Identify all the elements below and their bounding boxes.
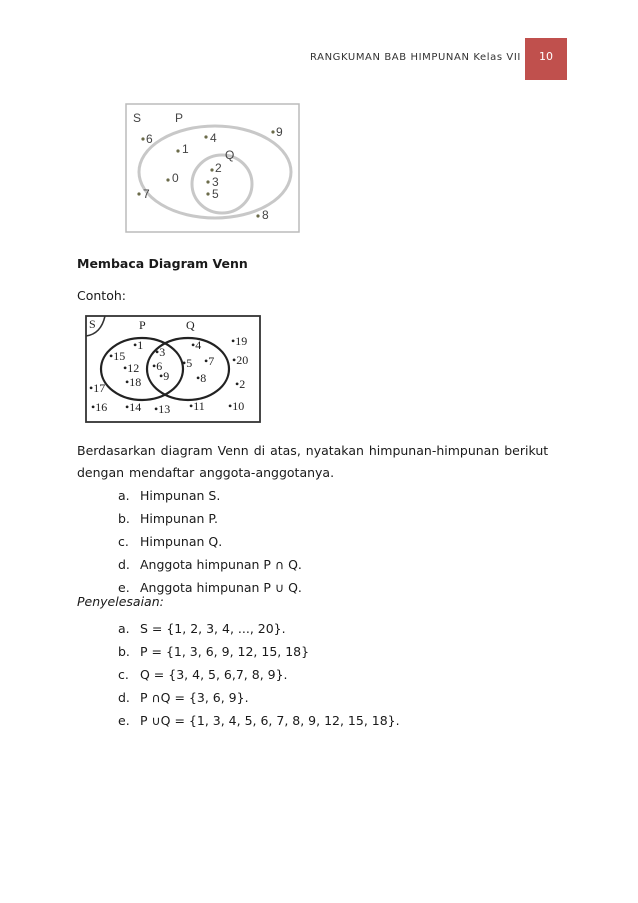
- point-5: •5: [182, 356, 193, 370]
- point-4: •4: [191, 338, 202, 352]
- point-2-dot: [210, 168, 213, 171]
- point-10: •10: [228, 399, 245, 413]
- list-item-text: Himpunan P.: [140, 511, 218, 526]
- point-1: 1: [182, 142, 189, 156]
- list-item: [118, 484, 302, 507]
- list-marker: e.: [118, 580, 130, 595]
- list-item: [118, 507, 302, 530]
- point-6: •6: [152, 359, 163, 373]
- page-number-badge: 10: [525, 38, 567, 80]
- point-11: •11: [189, 399, 205, 413]
- point-14: •14: [125, 400, 142, 414]
- point-0-dot: [166, 178, 169, 181]
- label-q: Q: [186, 318, 195, 332]
- solution-heading: Penyelesaian:: [77, 594, 164, 609]
- point-5-dot: [206, 192, 209, 195]
- list-item-text: Anggota himpunan P ∪ Q.: [140, 580, 302, 595]
- example-label: Contoh:: [77, 288, 126, 303]
- list-item: [118, 640, 400, 663]
- question-list: [118, 484, 302, 599]
- point-2: •2: [235, 377, 246, 391]
- point-19: •19: [231, 334, 248, 348]
- list-marker: c.: [118, 534, 129, 549]
- point-8: •8: [196, 371, 207, 385]
- point-0: 0: [172, 171, 179, 185]
- list-marker: e.: [118, 713, 130, 728]
- answer-list: [118, 617, 400, 732]
- point-7-dot: [137, 192, 140, 195]
- point-17: •17: [89, 381, 106, 395]
- point-9: 9: [276, 125, 283, 139]
- list-item: [118, 553, 302, 576]
- venn-diagram-nested: [125, 103, 300, 233]
- point-6-dot: [141, 137, 144, 140]
- list-item-text: P ∩Q = {3, 6, 9}.: [140, 690, 249, 705]
- list-item-text: Himpunan S.: [140, 488, 221, 503]
- point-4-dot: [204, 135, 207, 138]
- venn-diagram-overlap: [85, 315, 261, 423]
- point-15: •15: [109, 349, 126, 363]
- list-item: [118, 530, 302, 553]
- point-9: •9: [159, 369, 170, 383]
- list-item: [118, 686, 400, 709]
- list-item-text: Anggota himpunan P ∩ Q.: [140, 557, 302, 572]
- point-12: •12: [123, 361, 140, 375]
- point-6: 6: [146, 132, 153, 146]
- point-2: 2: [215, 161, 222, 175]
- point-1: •1: [133, 338, 144, 352]
- list-item-text: Q = {3, 4, 5, 6,7, 8, 9}.: [140, 667, 288, 682]
- point-3: 3: [212, 175, 219, 189]
- label-p: P: [175, 111, 184, 125]
- point-3-dot: [206, 180, 209, 183]
- header-title: RANGKUMAN BAB HIMPUNAN Kelas VII: [310, 52, 521, 63]
- label-s: S: [133, 111, 142, 125]
- list-item: [118, 663, 400, 686]
- point-8: 8: [262, 208, 269, 222]
- list-item: [118, 709, 400, 732]
- point-4: 4: [210, 131, 217, 145]
- list-marker: c.: [118, 667, 129, 682]
- point-13: •13: [154, 402, 171, 416]
- list-item-text: S = {1, 2, 3, 4, ..., 20}.: [140, 621, 286, 636]
- point-18: •18: [125, 375, 142, 389]
- label-p: P: [139, 318, 146, 332]
- section-heading: Membaca Diagram Venn: [77, 256, 248, 271]
- intro-paragraph: Berdasarkan diagram Venn di atas, nyatakan himpunan-himpunan berikut dengan mendaftar anggota-anggotanya.: [77, 443, 549, 480]
- list-marker: b.: [118, 644, 130, 659]
- point-3: •3: [155, 345, 166, 359]
- page-header: [0, 0, 638, 80]
- point-9-dot: [271, 130, 274, 133]
- list-item-text: P = {1, 3, 6, 9, 12, 15, 18}: [140, 644, 310, 659]
- point-20: •20: [232, 353, 249, 367]
- list-marker: b.: [118, 511, 130, 526]
- point-5: 5: [212, 187, 219, 201]
- point-7: 7: [143, 187, 150, 201]
- label-s: S: [89, 317, 96, 331]
- point-1-dot: [176, 149, 179, 152]
- point-7: •7: [204, 354, 215, 368]
- list-marker: a.: [118, 621, 130, 636]
- list-item-text: P ∪Q = {1, 3, 4, 5, 6, 7, 8, 9, 12, 15, 18}.: [140, 713, 400, 728]
- label-q: Q: [225, 148, 235, 162]
- point-8-dot: [256, 214, 259, 217]
- list-item: [118, 617, 400, 640]
- list-marker: d.: [118, 557, 130, 572]
- list-marker: d.: [118, 690, 130, 705]
- point-16: •16: [91, 400, 108, 414]
- list-item-text: Himpunan Q.: [140, 534, 223, 549]
- list-marker: a.: [118, 488, 130, 503]
